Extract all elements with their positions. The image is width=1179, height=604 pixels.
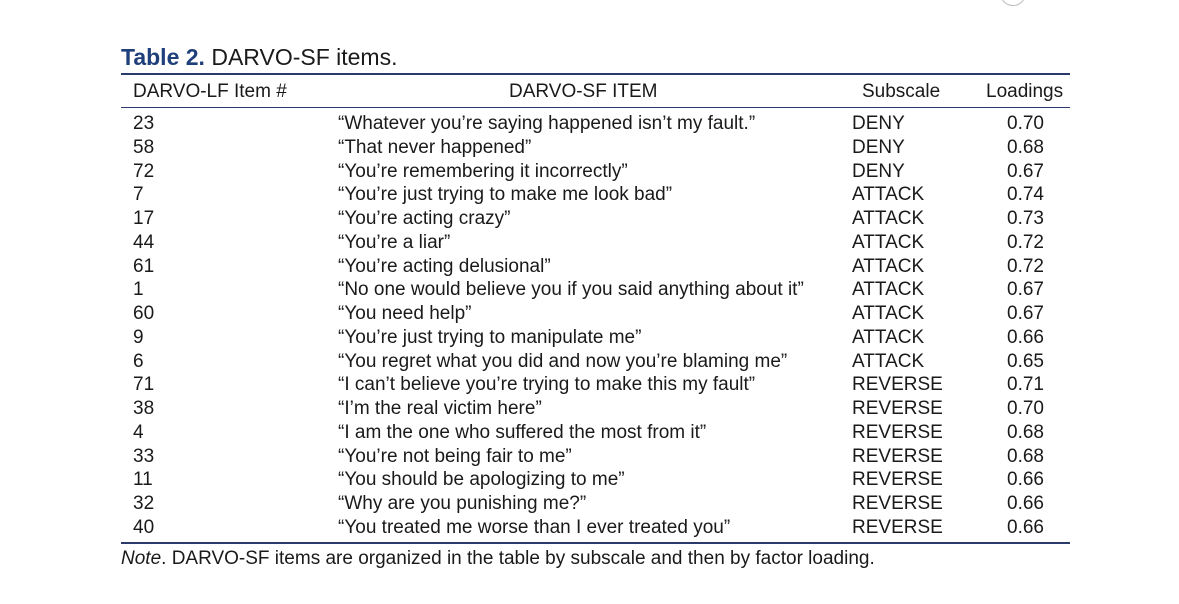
table-row	[0, 255, 1179, 279]
table-row	[0, 445, 1179, 469]
cell-loading: 0.74	[1007, 184, 1044, 206]
cell-item-text: “You treated me worse than I ever treated you”	[338, 516, 731, 538]
cell-item-number: 60	[133, 303, 155, 324]
table-row	[0, 373, 1179, 397]
running-header-fragment	[0, 0, 1179, 8]
cell-item-text: “You’re just trying to make me look bad”	[338, 184, 673, 206]
cell-subscale: ATTACK	[852, 184, 925, 206]
table-row	[0, 397, 1179, 421]
cell-subscale: REVERSE	[852, 493, 943, 514]
table-row	[0, 231, 1179, 255]
note-text: . DARVO-SF items are organized in the table by subscale and then by factor loading.	[161, 548, 875, 569]
table-row	[0, 278, 1179, 302]
cell-loading: 0.70	[1007, 398, 1044, 419]
cell-subscale: REVERSE	[852, 445, 943, 467]
cell-item-number: 17	[133, 208, 155, 229]
cell-item-text: “That never happened”	[338, 136, 532, 158]
cell-item-number: 40	[133, 516, 155, 538]
cell-item-number: 23	[133, 113, 155, 134]
cell-subscale: REVERSE	[852, 421, 943, 443]
cell-loading: 0.66	[1007, 493, 1044, 514]
cell-item-number: 1	[133, 279, 144, 301]
cell-subscale: DENY	[852, 113, 905, 134]
cell-item-number: 33	[133, 445, 155, 467]
table-row	[0, 160, 1179, 184]
cell-item-number: 61	[133, 255, 155, 277]
cell-subscale: ATTACK	[852, 208, 925, 229]
cell-item-number: 38	[133, 398, 155, 419]
table-row	[0, 468, 1179, 492]
cell-loading: 0.68	[1007, 136, 1044, 158]
table-note	[121, 548, 875, 570]
table-header-rule	[121, 107, 1070, 108]
cell-item-number: 6	[133, 350, 144, 372]
cell-item-number: 9	[133, 326, 144, 348]
cell-loading: 0.72	[1007, 255, 1044, 277]
cell-item-number: 7	[133, 184, 144, 206]
cell-item-text: “Whatever you’re saying happened isn’t my fault.”	[338, 113, 756, 134]
cell-item-text: “You’re acting crazy”	[338, 208, 511, 229]
cell-subscale: DENY	[852, 160, 905, 182]
cell-item-number: 11	[133, 469, 153, 491]
cell-loading: 0.71	[1007, 374, 1044, 396]
cell-item-text: “You need help”	[338, 303, 472, 324]
cell-item-number: 72	[133, 160, 155, 182]
cell-loading: 0.72	[1007, 231, 1044, 253]
cell-item-text: “You’re a liar”	[338, 231, 451, 253]
table-body	[0, 112, 1179, 540]
header-subscale: Subscale	[862, 81, 941, 102]
cell-item-number: 71	[133, 374, 155, 396]
table-row	[0, 492, 1179, 516]
cell-item-number: 44	[133, 231, 155, 253]
cell-loading: 0.66	[1007, 516, 1044, 538]
cell-item-text: “You’re not being fair to me”	[338, 445, 572, 467]
cell-item-text: “You’re remembering it incorrectly”	[338, 160, 628, 182]
table-row	[0, 136, 1179, 160]
cell-loading: 0.67	[1007, 279, 1044, 301]
cell-item-text: “I am the one who suffered the most from it”	[338, 421, 707, 443]
cell-subscale: ATTACK	[852, 350, 925, 372]
cell-item-number: 4	[133, 421, 144, 443]
cell-loading: 0.67	[1007, 160, 1044, 182]
cell-loading: 0.65	[1007, 350, 1044, 372]
cell-loading: 0.73	[1007, 208, 1044, 229]
table-row	[0, 183, 1179, 207]
cell-loading: 0.66	[1007, 326, 1044, 348]
cell-item-text: “You regret what you did and now you’re blaming me”	[338, 350, 788, 372]
table-row	[0, 112, 1179, 136]
cell-subscale: ATTACK	[852, 326, 925, 348]
cell-item-text: “Why are you punishing me?”	[338, 493, 587, 514]
cell-subscale: ATTACK	[852, 231, 925, 253]
cell-subscale: ATTACK	[852, 255, 925, 277]
cell-subscale: REVERSE	[852, 374, 943, 396]
cell-subscale: ATTACK	[852, 279, 925, 301]
cell-subscale: REVERSE	[852, 398, 943, 419]
header-item-number: DARVO-LF Item #	[133, 81, 287, 102]
header-item-text: DARVO-SF ITEM	[509, 81, 658, 102]
header-loadings: Loadings	[986, 81, 1064, 102]
caption-text: DARVO-SF items.	[211, 44, 398, 70]
cell-subscale: ATTACK	[852, 303, 925, 324]
cell-item-text: “You’re acting delusional”	[338, 255, 551, 277]
table-row	[0, 326, 1179, 350]
cell-loading: 0.68	[1007, 445, 1044, 467]
cell-loading: 0.67	[1007, 303, 1044, 324]
note-label: Note	[121, 548, 162, 569]
cell-item-text: “No one would believe you if you said anything about it”	[338, 279, 804, 301]
cell-item-text: “You should be apologizing to me”	[338, 469, 625, 491]
cell-subscale: REVERSE	[852, 469, 943, 491]
caption-label: Table 2.	[121, 44, 205, 70]
table-bottom-rule	[121, 542, 1070, 544]
cell-item-text: “You’re just trying to manipulate me”	[338, 326, 642, 348]
cell-item-number: 32	[133, 493, 155, 514]
table-top-rule	[121, 73, 1070, 75]
table-row	[0, 421, 1179, 445]
table-row	[0, 516, 1179, 540]
cell-loading: 0.66	[1007, 469, 1044, 491]
cell-loading: 0.70	[1007, 113, 1044, 134]
table-row	[0, 350, 1179, 374]
cell-subscale: DENY	[852, 136, 905, 158]
cell-item-text: “I can’t believe you’re trying to make this my fault”	[338, 374, 756, 396]
cell-item-text: “I’m the real victim here”	[338, 398, 542, 419]
table-caption	[121, 44, 397, 71]
page-circle-icon	[1000, 0, 1026, 6]
table-row	[0, 207, 1179, 231]
cell-item-number: 58	[133, 136, 155, 158]
cell-loading: 0.68	[1007, 421, 1044, 443]
table-row	[0, 302, 1179, 326]
cell-subscale: REVERSE	[852, 516, 943, 538]
